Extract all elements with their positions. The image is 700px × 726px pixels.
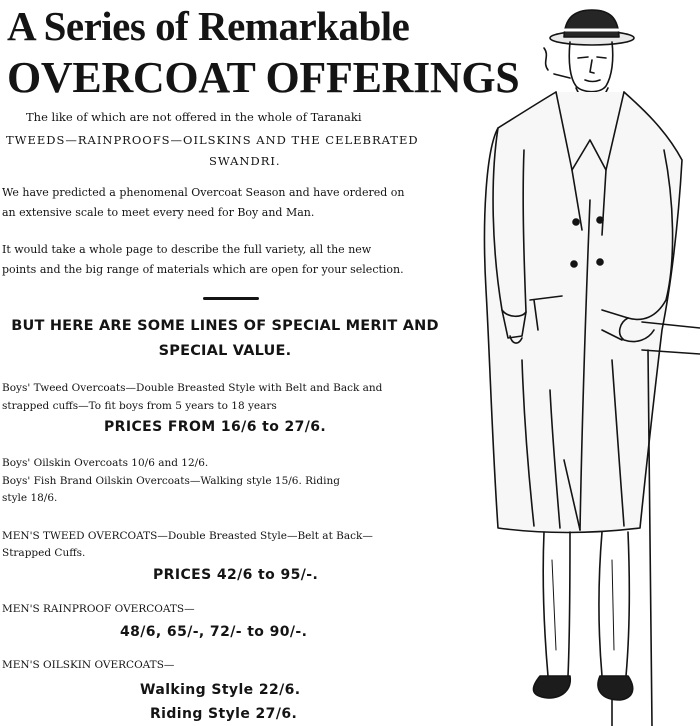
boys-tweed-line2: strapped cuffs—To fit boys from 5 years to 18 years xyxy=(2,400,277,412)
intro-line2: TWEEDS—RAINPROOFS—OILSKINS AND THE CELEBRATED xyxy=(6,133,419,147)
mens-oilskin-riding-price: Riding Style 27/6. xyxy=(150,706,298,722)
paragraph2-line1: It would take a whole page to describe the full variety, all the new xyxy=(2,243,372,256)
boys-riding-style-line: style 18/6. xyxy=(2,492,58,504)
intro-line3: SWANDRI. xyxy=(209,154,281,168)
man-in-overcoat-illustration xyxy=(452,0,700,726)
mens-tweed-line1: MEN'S TWEED OVERCOATS—Double Breasted Style—Belt at Back— xyxy=(2,530,373,542)
divider-rule xyxy=(203,297,259,300)
special-merit-heading-line1: BUT HERE ARE SOME LINES OF SPECIAL MERIT AND xyxy=(11,318,439,334)
paragraph1-line2: an extensive scale to meet every need for Boy and Man. xyxy=(2,206,315,219)
intro-line1: The like of which are not offered in the whole of Taranaki xyxy=(26,110,362,124)
paragraph1-line1: We have predicted a phenomenal Overcoat Season and have ordered on xyxy=(2,186,405,199)
headline-title-line2: OVERCOAT OFFERINGS xyxy=(7,53,520,102)
mens-rainproof-prices: 48/6, 65/-, 72/- to 90/-. xyxy=(120,624,308,640)
mens-tweed-line2: Strapped Cuffs. xyxy=(2,547,86,559)
mens-oilskin-label: MEN'S OILSKIN OVERCOATS— xyxy=(2,659,175,671)
mens-oilskin-walking-price: Walking Style 22/6. xyxy=(140,682,301,698)
boys-oilskin-line1: Boys' Oilskin Overcoats 10/6 and 12/6. xyxy=(2,457,209,469)
paragraph2-line2: points and the big range of materials which are open for your selection. xyxy=(2,263,404,276)
mens-rainproof-label: MEN'S RAINPROOF OVERCOATS— xyxy=(2,603,195,615)
boys-tweed-line1: Boys' Tweed Overcoats—Double Breasted Style with Belt and Back and xyxy=(2,382,383,394)
special-merit-heading-line2: SPECIAL VALUE. xyxy=(158,343,292,359)
headline-title-line1: A Series of Remarkable xyxy=(7,3,410,49)
mens-tweed-prices: PRICES 42/6 to 95/-. xyxy=(153,567,319,583)
boys-tweed-prices: PRICES FROM 16/6 to 27/6. xyxy=(104,419,327,435)
boys-fish-brand-line: Boys' Fish Brand Oilskin Overcoats—Walking style 15/6. Riding xyxy=(2,475,340,487)
